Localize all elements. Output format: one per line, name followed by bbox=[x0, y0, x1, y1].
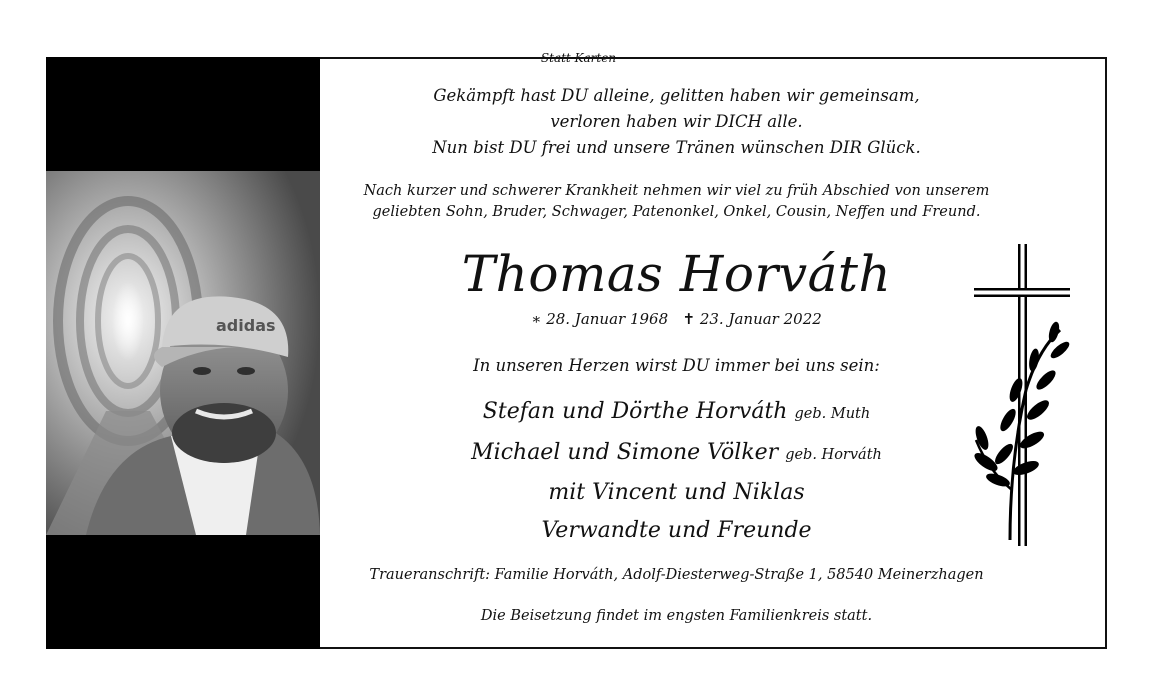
mourner-names: mit Vincent und Niklas bbox=[548, 480, 805, 505]
death-date: 23. Januar 2022 bbox=[699, 310, 822, 328]
funeral-note: Die Beisetzung findet im engsten Familienkreis statt. bbox=[480, 608, 873, 624]
deceased-name: Thomas Horváth bbox=[461, 245, 892, 303]
birth-symbol: ∗ bbox=[531, 310, 542, 328]
mourner-line bbox=[320, 434, 1033, 475]
intro bbox=[320, 181, 1033, 222]
subtitle: In unseren Herzen wirst DU immer bei uns sein: bbox=[473, 356, 880, 375]
svg-text:adidas: adidas bbox=[216, 316, 276, 335]
mourner-line bbox=[320, 393, 1033, 434]
verse-line: Gekämpft hast DU alleine, gelitten haben wir gemeinsam, bbox=[433, 86, 920, 105]
mourning-address: Traueranschrift: Familie Horváth, Adolf-Diesterweg-Straße 1, 58540 Meinerzhagen bbox=[369, 567, 984, 583]
mourner-line bbox=[320, 474, 1033, 512]
intro-line: Nach kurzer und schwerer Krankheit nehmen wir viel zu früh Abschied von unserem bbox=[363, 183, 990, 199]
mourner-note: geb. Muth bbox=[794, 406, 871, 422]
death-symbol: ✝ bbox=[682, 310, 696, 328]
mourner-names: Verwandte und Freunde bbox=[541, 517, 812, 543]
mourner-line bbox=[320, 512, 1033, 550]
mourner-note: geb. Horváth bbox=[785, 446, 882, 463]
portrait-photo bbox=[46, 171, 320, 535]
mourner-names: Stefan und Dörthe Horváth bbox=[482, 399, 788, 424]
cross-icon bbox=[968, 240, 1074, 550]
verse-line: verloren haben wir DICH alle. bbox=[550, 112, 803, 131]
birth-date: 28. Januar 1968 bbox=[546, 310, 669, 328]
verse bbox=[320, 83, 1033, 161]
statt-karten: Statt Karten bbox=[533, 51, 624, 65]
life-dates bbox=[320, 309, 1033, 329]
verse-line: Nun bist DU frei und unsere Tränen wünschen DIR Glück. bbox=[432, 138, 921, 157]
mourner-names: Michael und Simone Völker bbox=[471, 439, 779, 465]
intro-line: geliebten Sohn, Bruder, Schwager, Patenonkel, Onkel, Cousin, Neffen und Freund. bbox=[372, 203, 981, 220]
mourners-list bbox=[320, 393, 1033, 549]
